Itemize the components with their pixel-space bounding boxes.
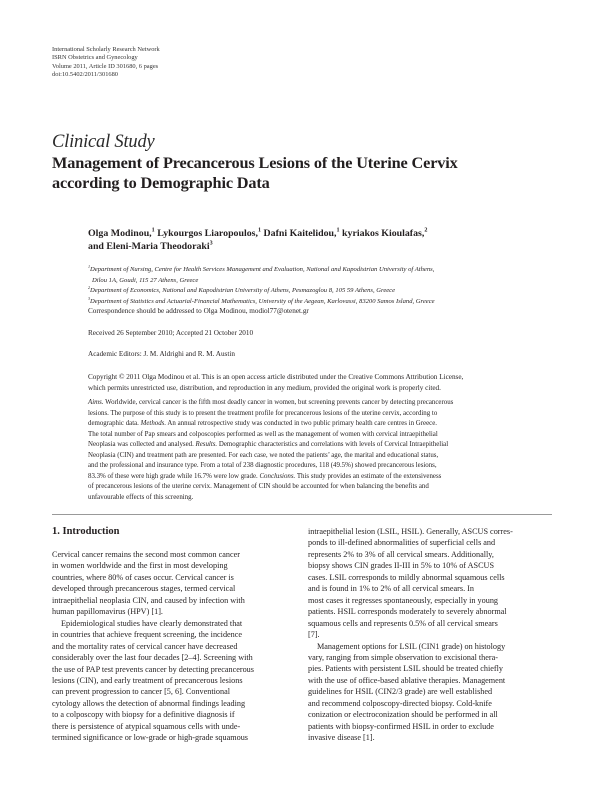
abstract-line [88, 493, 553, 504]
body-text-line: most cases it regresses spontaneously, especially in young [308, 595, 499, 605]
affiliations [88, 265, 558, 307]
journal-doi: doi:10.5402/2011/301680 [52, 71, 118, 79]
abstract-line [88, 419, 553, 430]
body-text-line: pies. Patients with persistent LSIL should be treated chiefly [308, 664, 504, 674]
abstract-text: unfavourable effects of this screening. [88, 493, 194, 501]
body-text-line: and the mortality rates of cervical cancer have decreased [52, 641, 238, 651]
received-dates: Received 26 September 2010; Accepted 21 October 2010 [88, 329, 254, 337]
body-text-line: biopsy shows CIN grades II-III in 5% to 10% of ASCUS [308, 561, 495, 571]
affiliation-text: Department of Nursing, Centre for Health Services Management and Evaluation, National and Kapodistrian University of Athens, [90, 266, 435, 273]
affiliation-line [88, 297, 558, 308]
author-name: Lykourgos Liaropoulos, [157, 228, 258, 239]
author-name: kyriakos Kioulafas, [342, 228, 425, 239]
body-text-line: Epidemiological studies have clearly demonstrated that [61, 618, 243, 628]
body-text-line: can prevent progression to cancer [5, 6]. Conventional [52, 687, 231, 697]
abstract-text: lesions. The purpose of this study is to present the treatment profile for precancerous lesions of the uterine cervix, according to [88, 409, 438, 417]
affiliation-mark: 1 [88, 263, 91, 269]
author-affil-mark: 1 [257, 227, 262, 234]
abstract-text: Neoplasia (CIN) and treatment path are presented. For each case, we noted the patients’ age, the marital and educational status, [88, 451, 439, 459]
abstract [88, 398, 553, 503]
abstract-line [88, 398, 553, 409]
body-text-line: to a colposcopy with biopsy for a definitive diagnosis if [52, 710, 235, 720]
body-text-line: patients. HSIL corresponds moderately to severely abnormal [308, 607, 507, 617]
affiliation-text: Department of Statistics and Actuarial-Financial Mathematics, University of the Aegean, Karlovassi, 83200 Samos Island, Greece [90, 297, 435, 305]
body-text-line: intraepithelial neoplasia CIN, and caused by infection with [52, 595, 245, 605]
body-text-line: Management options for LSIL (CIN1 grade) on histology [317, 641, 506, 651]
body-text-line: invasive disease [1]. [308, 733, 375, 743]
body-text-line: in women worldwide and the first in most developing [52, 561, 228, 571]
author-affil-mark: 1 [336, 227, 340, 234]
abstract-text: The total number of Pap smears and colposcopies performed as well as the management of women with cervical intraepithelial [88, 430, 438, 438]
affiliation-line: Dilou 1A, Goudi, 115 27 Athens, Greece [92, 276, 199, 284]
abstract-line [88, 409, 553, 420]
body-text-line: and recommend colposcopy-directed biopsy. Cold-knife [308, 698, 492, 708]
abstract-text: and the professional and insurance type. From a total of 238 diagnostic procedures, 118 (49.5%) showed precancerous lesions, [88, 462, 437, 469]
left-column-text [52, 549, 292, 744]
body-text-line: there is persistence of atypical squamous cells with unde- [52, 721, 241, 731]
journal-network: International Scholarly Research Network [52, 46, 160, 53]
body-text-line: Cervical cancer remains the second most common cancer [52, 550, 241, 559]
abstract-label: Methods. [140, 420, 167, 427]
affiliation-line [88, 286, 558, 297]
abstract-line [88, 461, 553, 472]
author-name: Dafni Kaitelidou, [263, 228, 337, 239]
copyright-line: which permits unrestricted use, distribution, and reproduction in any medium, provided the original work is properly cited. [88, 383, 441, 392]
journal-volume: Volume 2011, Article ID 301680, 6 pages [52, 62, 159, 70]
title-line: according to Demographic Data [52, 172, 270, 192]
body-text-line: represents 2% to 3% of all cervical smears. Additionally, [308, 549, 494, 559]
affiliation-line [88, 265, 558, 276]
body-text-line: the use of PAP test prevents cancer by detecting precancerous [52, 664, 254, 674]
author-affil-mark: 2 [424, 227, 428, 234]
abstract-line [88, 440, 553, 451]
journal-header [52, 46, 160, 80]
author-list [88, 227, 548, 253]
body-text-line: squamous cells and represents 0.5% of all cervical smears [308, 618, 498, 628]
copyright-line: Copyright © 2011 Olga Modinou et al. This is an open access article distributed under the Creative Commons Attribution License, [88, 373, 464, 381]
body-text-line: termined significance or low-grade or high-grade squamous [52, 733, 248, 743]
body-text-line: developed through precancerous stages, termed cervical [52, 584, 236, 594]
body-text-line: [7]. [308, 630, 320, 640]
body-text-line: countries, where 80% of cases occur. Cervical cancer is [52, 572, 234, 582]
section-divider [52, 514, 552, 515]
body-text-line: patients with biopsy-confirmed HSIL in order to exclude [308, 721, 494, 731]
body-text-line: guidelines for HSIL (CIN2/3 grade) are well established [308, 687, 493, 697]
body-text-line: conization or electroconization should be performed in all [308, 710, 498, 720]
body-text-line: and is found in 1% to 2% of all cervical smears. In [308, 584, 474, 594]
abstract-label: Results. [195, 441, 218, 448]
abstract-line [88, 451, 553, 462]
journal-name: ISRN Obstetrics and Gynecology [52, 54, 138, 62]
body-text-line: considerably over the last four decades [2–4]. Screening with [52, 653, 253, 663]
author-line [88, 240, 548, 253]
title-line: Management of Precancerous Lesions of the Uterine Cervix [52, 153, 458, 172]
body-text-line: ponds to ill-defined abnormalities of superficial cells and [308, 538, 496, 548]
body-text-line: vary, ranging from simple observation to excisional thera- [308, 652, 498, 662]
copyright-notice [88, 372, 553, 393]
author-affil-mark: 3 [209, 240, 213, 247]
author-line [88, 227, 548, 240]
abstract-text: Neoplasia was collected and analysed. [88, 441, 196, 448]
author-name: and Eleni-Maria Theodoraki [88, 241, 210, 252]
abstract-text: An annual retrospective study was conducted in two public primary health care centres in Greece. [166, 420, 438, 427]
abstract-line [88, 472, 553, 483]
abstract-text: Worldwide, cervical cancer is the fifth most deadly cancer in women, but screening prevents cancer by detecting precancerous [103, 399, 454, 406]
body-text-line: lesions (CIN), and early treatment of precancerous lesions [52, 675, 243, 685]
academic-editors: Academic Editors: J. M. Aldrighi and R. M. Austin [88, 350, 235, 358]
affiliation-text: Department of Economics, National and Kapodistrian University of Athens, Pesmazoglou 8, 105 59 Athens, Greece [90, 287, 396, 295]
abstract-text: demographic data. [88, 420, 141, 427]
right-column-text [308, 526, 552, 744]
body-text-line: intraepithelial lesion (LSIL, HSIL). Generally, ASCUS corres- [308, 527, 513, 536]
study-type: Clinical Study [52, 132, 155, 152]
author-name: Olga Modinou, [88, 228, 152, 239]
abstract-label: Aims. [88, 399, 104, 406]
author-affil-mark: 1 [151, 227, 155, 234]
abstract-text: Demographic characteristics and correlations with levels of Cervical Intraepithelial [217, 441, 449, 448]
body-text-line: in countries that achieve frequent screening, the incidence [52, 630, 243, 640]
body-text-line: with the use of office-based ablative therapies. Management [308, 675, 506, 685]
article-title [52, 153, 552, 192]
body-text-line: human papillomavirus (HPV) [1]. [52, 607, 163, 617]
body-text-line: cases. LSIL corresponds to mildly abnormal squamous cells [308, 572, 505, 582]
abstract-text: This study provides an estimate of the extensiveness [295, 472, 442, 480]
section-heading: 1. Introduction [52, 526, 120, 537]
body-text-line: cytology allows the detection of abnormal findings leading [52, 698, 246, 708]
abstract-text: 83.3% of these were high grade while 16.7% were low grade. [88, 472, 260, 480]
abstract-line [88, 482, 553, 493]
abstract-line [88, 430, 553, 441]
abstract-text: of precancerous lesions of the uterine cervix. Management of CIN should be accounted for when balancing the benefits and [88, 483, 429, 490]
correspondence: Correspondence should be addressed to Olga Modinou, modiol77@otenet.gr [88, 307, 309, 315]
affiliation-mark: 2 [88, 285, 91, 290]
affiliation-mark: 3 [88, 295, 91, 301]
abstract-label: Conclusions. [259, 472, 296, 480]
